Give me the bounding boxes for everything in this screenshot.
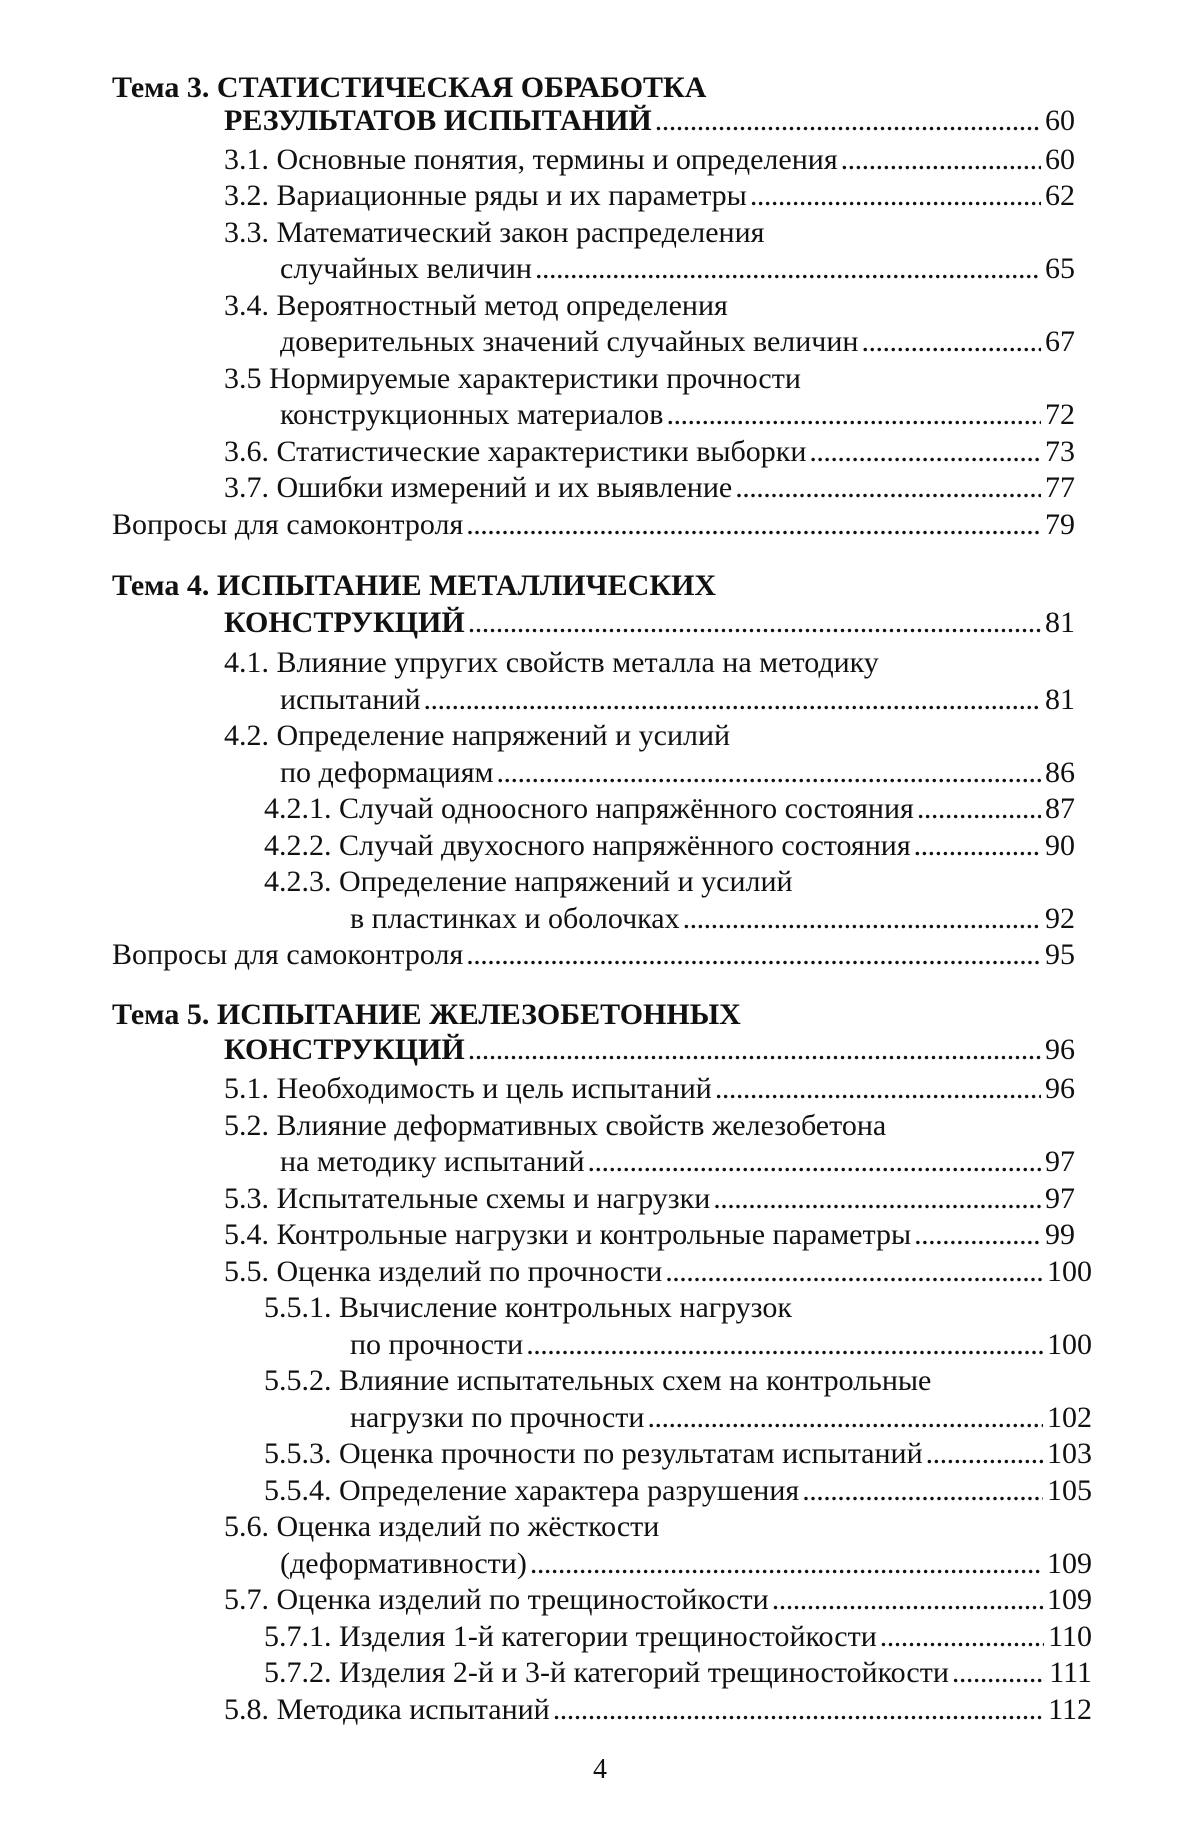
dot-leader bbox=[526, 1325, 1043, 1365]
dot-leader bbox=[665, 1252, 1043, 1292]
toc-entry-page: 97 bbox=[1045, 1145, 1075, 1178]
toc-entry-title: 5.7.2. Изделия 2-й и 3-й категорий трещиностойкости bbox=[264, 1656, 949, 1689]
toc-entry-3-3-line1 bbox=[224, 213, 1075, 253]
toc-entry-page: 96 bbox=[1045, 1072, 1075, 1105]
toc-entry-5-1 bbox=[224, 1069, 1075, 1109]
toc-entry-page: 62 bbox=[1045, 179, 1075, 212]
theme-5-page: 96 bbox=[1045, 1033, 1075, 1066]
toc-entry-page: 92 bbox=[1045, 902, 1075, 935]
toc-entry-title: 5.1. Необходимость и цель испытаний bbox=[224, 1072, 712, 1105]
theme-4-page: 81 bbox=[1045, 606, 1075, 639]
toc-entry-title: 5.5. Оценка изделий по прочности bbox=[224, 1255, 663, 1288]
toc-entry-page: 100 bbox=[1047, 1328, 1092, 1361]
theme-3-heading-line2 bbox=[224, 101, 1075, 141]
toc-entry-title: 3.1. Основные понятия, термины и определения bbox=[224, 143, 838, 176]
toc-entry-4-2-line2 bbox=[280, 753, 1075, 793]
toc-entry-5-5-1-line2 bbox=[350, 1325, 1092, 1365]
toc-entry-title: 5.5.4. Определение характера разрушения bbox=[264, 1474, 800, 1507]
dot-leader bbox=[530, 1544, 1043, 1584]
toc-entry-page: 102 bbox=[1047, 1401, 1092, 1434]
theme-3-prefix: Тема 3. bbox=[112, 71, 210, 104]
dot-leader bbox=[647, 1398, 1043, 1438]
toc-entry-title: 4.2.3. Определение напряжений и усилий bbox=[264, 865, 793, 898]
dot-leader bbox=[666, 395, 1041, 435]
toc-entry-title: 5.3. Испытательные схемы и нагрузки bbox=[224, 1182, 711, 1215]
toc-entry-title: 3.5 Нормируемые характеристики прочности bbox=[224, 362, 801, 395]
dot-leader bbox=[468, 1030, 1041, 1070]
toc-entry-3-5-line2 bbox=[280, 395, 1075, 435]
toc-entry-4-1-line2 bbox=[280, 680, 1075, 720]
theme-5-title-line2: КОНСТРУКЦИЙ bbox=[224, 1033, 465, 1066]
theme-4-title-line2: КОНСТРУКЦИЙ bbox=[224, 606, 465, 639]
toc-entry-title: 5.7. Оценка изделий по трещиностойкости bbox=[224, 1583, 769, 1616]
toc-entry-4-2-2 bbox=[264, 826, 1075, 866]
toc-entry-title: 5.5.2. Влияние испытательных схем на контрольные bbox=[264, 1364, 932, 1397]
toc-entry-questions-4 bbox=[112, 935, 1075, 975]
toc-entry-page: 81 bbox=[1045, 683, 1075, 716]
toc-entry-title: конструкционных материалов bbox=[280, 398, 664, 431]
toc-entry-title: 3.6. Статистические характеристики выборки bbox=[224, 435, 807, 468]
toc-entry-5-7-1 bbox=[264, 1617, 1092, 1657]
toc-entry-3-2 bbox=[224, 176, 1075, 216]
toc-entry-title: 4.1. Влияние упругих свойств металла на методику bbox=[224, 646, 879, 679]
dot-leader bbox=[496, 753, 1041, 793]
dot-leader bbox=[861, 322, 1041, 362]
toc-entry-4-2-line1 bbox=[224, 716, 1075, 756]
toc-entry-title: 3.4. Вероятностный метод определения bbox=[224, 289, 728, 322]
toc-entry-title: доверительных значений случайных величин bbox=[280, 325, 859, 358]
dot-leader bbox=[802, 1471, 1043, 1511]
theme-5-heading-line1 bbox=[112, 995, 1092, 1035]
toc-entry-page: 97 bbox=[1045, 1182, 1075, 1215]
toc-entry-title: 3.3. Математический закон распределения bbox=[224, 216, 765, 249]
toc-entry-4-1-line1 bbox=[224, 643, 1075, 683]
toc-entry-5-5-4 bbox=[264, 1471, 1092, 1511]
toc-entry-title: 5.5.3. Оценка прочности по результатам испытаний bbox=[264, 1437, 923, 1470]
dot-leader bbox=[713, 1179, 1041, 1219]
toc-entry-page: 105 bbox=[1047, 1474, 1092, 1507]
toc-entry-page: 73 bbox=[1045, 435, 1075, 468]
toc-entry-page: 77 bbox=[1045, 471, 1075, 504]
toc-entry-page: 103 bbox=[1047, 1437, 1092, 1470]
toc-entry-title: по деформациям bbox=[280, 756, 494, 789]
toc-entry-title: по прочности bbox=[350, 1328, 524, 1361]
toc-entry-5-6-line1 bbox=[224, 1507, 1092, 1547]
toc-entry-title: 4.2. Определение напряжений и усилий bbox=[224, 719, 731, 752]
toc-entry-5-5-1-line1 bbox=[264, 1288, 1092, 1328]
dot-leader bbox=[468, 603, 1041, 643]
toc-entry-page: 87 bbox=[1045, 792, 1075, 825]
toc-entry-5-4 bbox=[224, 1215, 1075, 1255]
toc-entry-page: 111 bbox=[1049, 1656, 1092, 1689]
toc-entry-5-5 bbox=[224, 1252, 1092, 1292]
toc-entry-title: (деформативности) bbox=[280, 1547, 527, 1580]
toc-entry-page: 95 bbox=[1045, 938, 1075, 971]
toc-entry-page: 112 bbox=[1048, 1693, 1092, 1726]
toc-entry-page: 109 bbox=[1047, 1547, 1092, 1580]
dot-leader bbox=[424, 680, 1041, 720]
theme-4-title-line1: ИСПЫТАНИЕ МЕТАЛЛИЧЕСКИХ bbox=[216, 569, 717, 602]
toc-entry-title: 5.2. Влияние деформативных свойств железобетона bbox=[224, 1109, 887, 1142]
theme-4-heading-line1 bbox=[112, 566, 1092, 606]
toc-entry-title: на методику испытаний bbox=[280, 1145, 585, 1178]
toc-entry-page: 72 bbox=[1045, 398, 1075, 431]
toc-entry-5-2-line1 bbox=[224, 1106, 1075, 1146]
page-number: 4 bbox=[593, 1754, 607, 1785]
toc-entry-3-6 bbox=[224, 432, 1075, 472]
toc-entry-title: 5.7.1. Изделия 1-й категории трещиностойкости bbox=[264, 1620, 877, 1653]
toc-entry-5-5-2-line2 bbox=[350, 1398, 1092, 1438]
theme-5-title-line1: ИСПЫТАНИЕ ЖЕЛЕЗОБЕТОННЫХ bbox=[216, 998, 741, 1031]
toc-entry-5-8 bbox=[224, 1690, 1092, 1730]
theme-3-page: 60 bbox=[1045, 104, 1075, 137]
toc-entry-page: 65 bbox=[1045, 252, 1075, 285]
dot-leader bbox=[750, 176, 1041, 216]
toc-entry-page: 99 bbox=[1045, 1218, 1075, 1251]
dot-leader bbox=[466, 505, 1041, 545]
toc-entry-title: 5.6. Оценка изделий по жёсткости bbox=[224, 1510, 660, 1543]
toc-entry-page: 79 bbox=[1045, 508, 1075, 541]
toc-entry-5-3 bbox=[224, 1179, 1075, 1219]
toc-entry-title: Вопросы для самоконтроля bbox=[112, 938, 464, 971]
toc-entry-4-2-3-line1 bbox=[264, 862, 1075, 902]
toc-entry-5-2-line2 bbox=[280, 1142, 1075, 1182]
dot-leader bbox=[735, 468, 1041, 508]
toc-entry-title: в пластинках и оболочках bbox=[350, 902, 680, 935]
theme-3-title-line2: РЕЗУЛЬТАТОВ ИСПЫТАНИЙ bbox=[224, 104, 652, 137]
dot-leader bbox=[917, 789, 1041, 829]
theme-3-title-line1: СТАТИСТИЧЕСКАЯ ОБРАБОТКА bbox=[216, 71, 707, 104]
dot-leader bbox=[841, 140, 1041, 180]
theme-5-heading-line2 bbox=[224, 1030, 1075, 1070]
dot-leader bbox=[880, 1617, 1044, 1657]
toc-entry-3-5-line1 bbox=[224, 359, 1075, 399]
toc-entry-3-1 bbox=[224, 140, 1075, 180]
toc-entry-3-7 bbox=[224, 468, 1075, 508]
toc-entry-title: 5.8. Методика испытаний bbox=[224, 1693, 550, 1726]
toc-entry-page: 90 bbox=[1045, 829, 1075, 862]
toc-entry-page: 67 bbox=[1045, 325, 1075, 358]
toc-entry-title: 5.5.1. Вычисление контрольных нагрузок bbox=[264, 1291, 792, 1324]
toc-entry-3-4-line1 bbox=[224, 286, 1075, 326]
toc-entry-4-2-3-line2 bbox=[350, 899, 1075, 939]
toc-entry-title: 4.2.1. Случай одноосного напряжённого состояния bbox=[264, 792, 914, 825]
toc-entry-title: 3.2. Вариационные ряды и их параметры bbox=[224, 179, 747, 212]
toc-entry-title: испытаний bbox=[280, 683, 421, 716]
dot-leader bbox=[914, 826, 1041, 866]
toc-entry-page: 109 bbox=[1047, 1583, 1092, 1616]
dot-leader bbox=[588, 1142, 1041, 1182]
toc-entry-5-7 bbox=[224, 1580, 1092, 1620]
dot-leader bbox=[715, 1069, 1041, 1109]
toc-entry-5-6-line2 bbox=[280, 1544, 1092, 1584]
toc-entry-title: 5.4. Контрольные нагрузки и контрольные параметры bbox=[224, 1218, 912, 1251]
toc-entry-4-2-1 bbox=[264, 789, 1075, 829]
dot-leader bbox=[535, 249, 1041, 289]
dot-leader bbox=[683, 899, 1041, 939]
dot-leader bbox=[926, 1434, 1043, 1474]
toc-entry-5-5-2-line1 bbox=[264, 1361, 1092, 1401]
toc-entry-title: 4.2.2. Случай двухосного напряжённого состояния bbox=[264, 829, 911, 862]
dot-leader bbox=[655, 101, 1041, 141]
theme-5-prefix: Тема 5. bbox=[112, 998, 210, 1031]
toc-entry-5-7-2 bbox=[264, 1653, 1092, 1693]
toc-entry-title: Вопросы для самоконтроля bbox=[112, 508, 464, 541]
theme-4-heading-line2 bbox=[224, 603, 1075, 643]
dot-leader bbox=[914, 1215, 1041, 1255]
dot-leader bbox=[952, 1653, 1045, 1693]
toc-entry-title: случайных величин bbox=[280, 252, 532, 285]
dot-leader bbox=[466, 935, 1041, 975]
toc-entry-questions-3 bbox=[112, 505, 1075, 545]
toc-entry-title: нагрузки по прочности bbox=[350, 1401, 645, 1434]
toc-entry-3-4-line2 bbox=[280, 322, 1075, 362]
toc-entry-page: 100 bbox=[1047, 1255, 1092, 1288]
toc-entry-page: 60 bbox=[1045, 143, 1075, 176]
toc-entry-3-3-line2 bbox=[280, 249, 1075, 289]
toc-entry-title: 3.7. Ошибки измерений и их выявление bbox=[224, 471, 733, 504]
toc-entry-5-5-3 bbox=[264, 1434, 1092, 1474]
dot-leader bbox=[809, 432, 1041, 472]
dot-leader bbox=[553, 1690, 1044, 1730]
theme-4-prefix: Тема 4. bbox=[112, 569, 210, 602]
dot-leader bbox=[772, 1580, 1043, 1620]
toc-entry-page: 86 bbox=[1045, 756, 1075, 789]
toc-entry-page: 110 bbox=[1048, 1620, 1092, 1653]
